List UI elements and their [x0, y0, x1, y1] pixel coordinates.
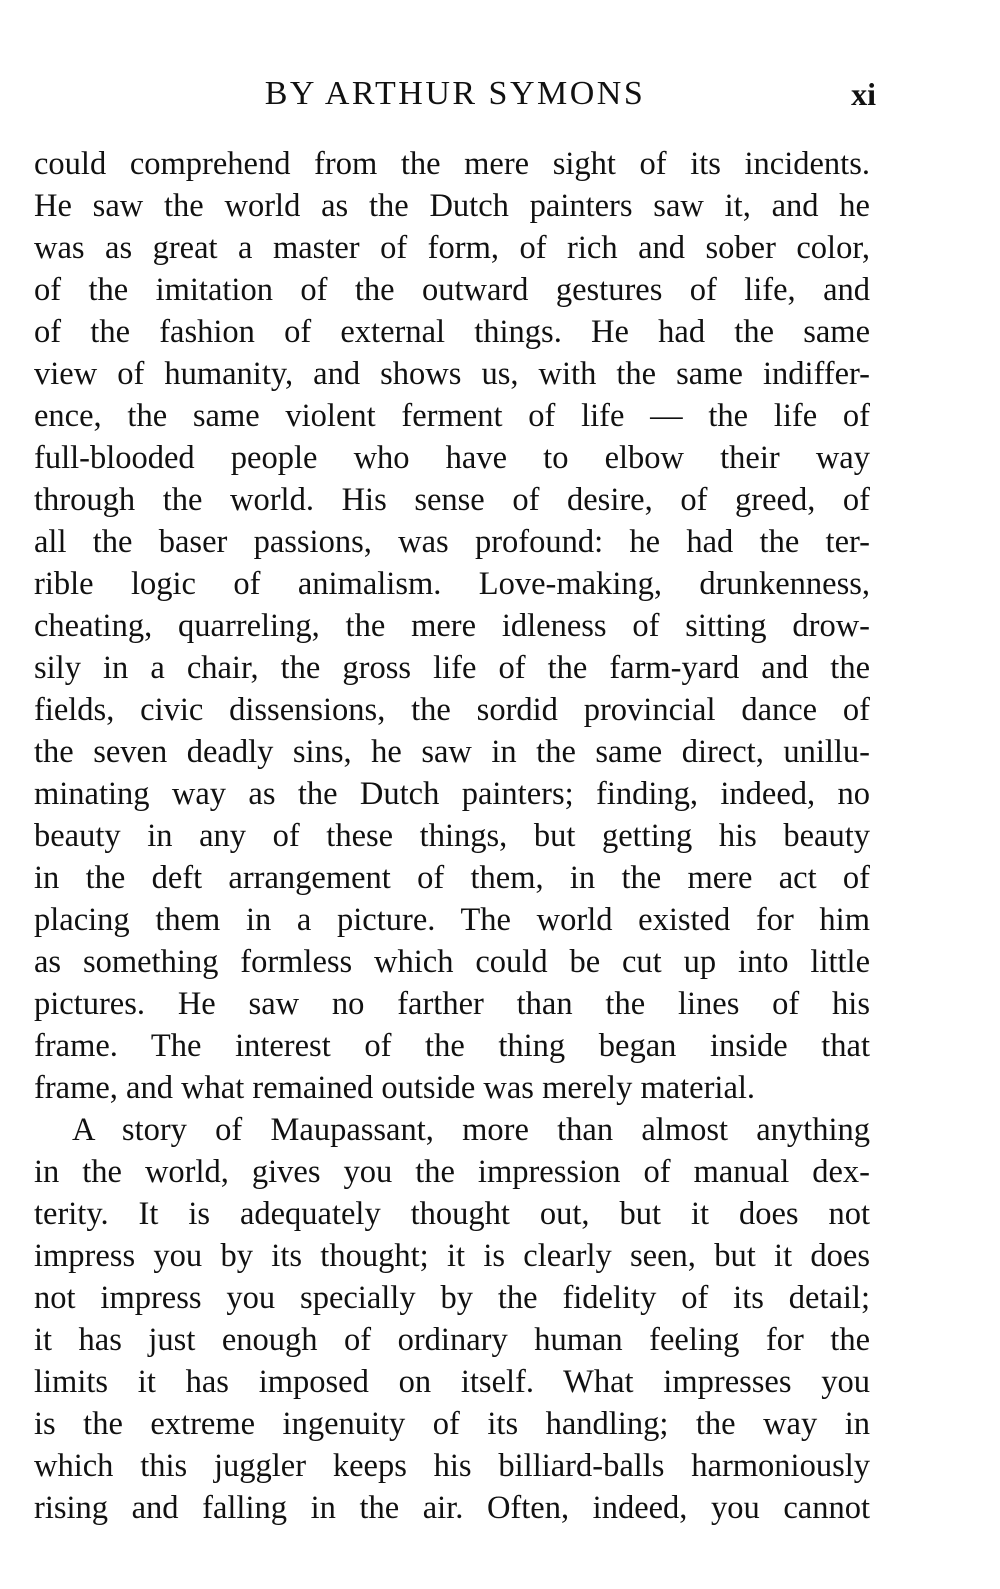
- text-line: was as great a master of form, of rich and sober color,: [34, 230, 870, 266]
- text-line: of the fashion of external things. He had the same: [34, 314, 870, 350]
- text-line: in the world, gives you the impression of manual dex-: [34, 1154, 870, 1190]
- text-line: rising and falling in the air. Often, indeed, you cannot: [34, 1490, 870, 1526]
- running-head: BY ARTHUR SYMONS: [264, 75, 646, 112]
- text-line: placing them in a picture. The world existed for him: [34, 902, 870, 938]
- page-header: [34, 72, 876, 122]
- text-line: it has just enough of ordinary human feeling for the: [34, 1322, 870, 1358]
- text-line: is the extreme ingenuity of its handling; the way in: [34, 1406, 870, 1442]
- page-number: xi: [851, 76, 876, 112]
- text-line: through the world. His sense of desire, of greed, of: [34, 482, 870, 518]
- text-line: sily in a chair, the gross life of the farm-yard and the: [34, 650, 870, 686]
- text-line: pictures. He saw no farther than the lines of his: [34, 986, 870, 1022]
- paragraph-1: [34, 143, 870, 1109]
- text-line: full-blooded people who have to elbow their way: [34, 440, 870, 476]
- text-line: A story of Maupassant, more than almost anything: [72, 1112, 870, 1148]
- text-line: cheating, quarreling, the mere idleness of sitting drow-: [34, 608, 870, 644]
- text-line: He saw the world as the Dutch painters saw it, and he: [34, 188, 870, 224]
- text-line: ence, the same violent ferment of life — the life of: [34, 398, 870, 434]
- text-line: the seven deadly sins, he saw in the same direct, unillu-: [34, 734, 870, 770]
- text-line: all the baser passions, was profound: he had the ter-: [34, 524, 870, 560]
- text-line: limits it has imposed on itself. What impresses you: [34, 1364, 870, 1400]
- text-line: fields, civic dissensions, the sordid provincial dance of: [34, 692, 870, 728]
- text-line: as something formless which could be cut up into little: [34, 944, 870, 980]
- text-line: which this juggler keeps his billiard-balls harmoniously: [34, 1448, 870, 1484]
- body-text: [34, 143, 870, 1529]
- text-line: frame. The interest of the thing began inside that: [34, 1028, 870, 1064]
- text-line: impress you by its thought; it is clearly seen, but it does: [34, 1238, 870, 1274]
- text-line: could comprehend from the mere sight of its incidents.: [34, 146, 870, 182]
- paragraph-2: [34, 1109, 870, 1529]
- text-line: of the imitation of the outward gestures of life, and: [34, 272, 870, 308]
- text-line: not impress you specially by the fidelity of its detail;: [34, 1280, 870, 1316]
- text-line: beauty in any of these things, but getting his beauty: [34, 818, 870, 854]
- text-line: minating way as the Dutch painters; finding, indeed, no: [34, 776, 870, 812]
- text-line: view of humanity, and shows us, with the same indiffer-: [34, 356, 870, 392]
- text-line: in the deft arrangement of them, in the mere act of: [34, 860, 870, 896]
- text-line: terity. It is adequately thought out, but it does not: [34, 1196, 870, 1232]
- text-line: frame, and what remained outside was merely material.: [34, 1070, 756, 1106]
- text-line: rible logic of animalism. Love-making, drunkenness,: [34, 566, 870, 602]
